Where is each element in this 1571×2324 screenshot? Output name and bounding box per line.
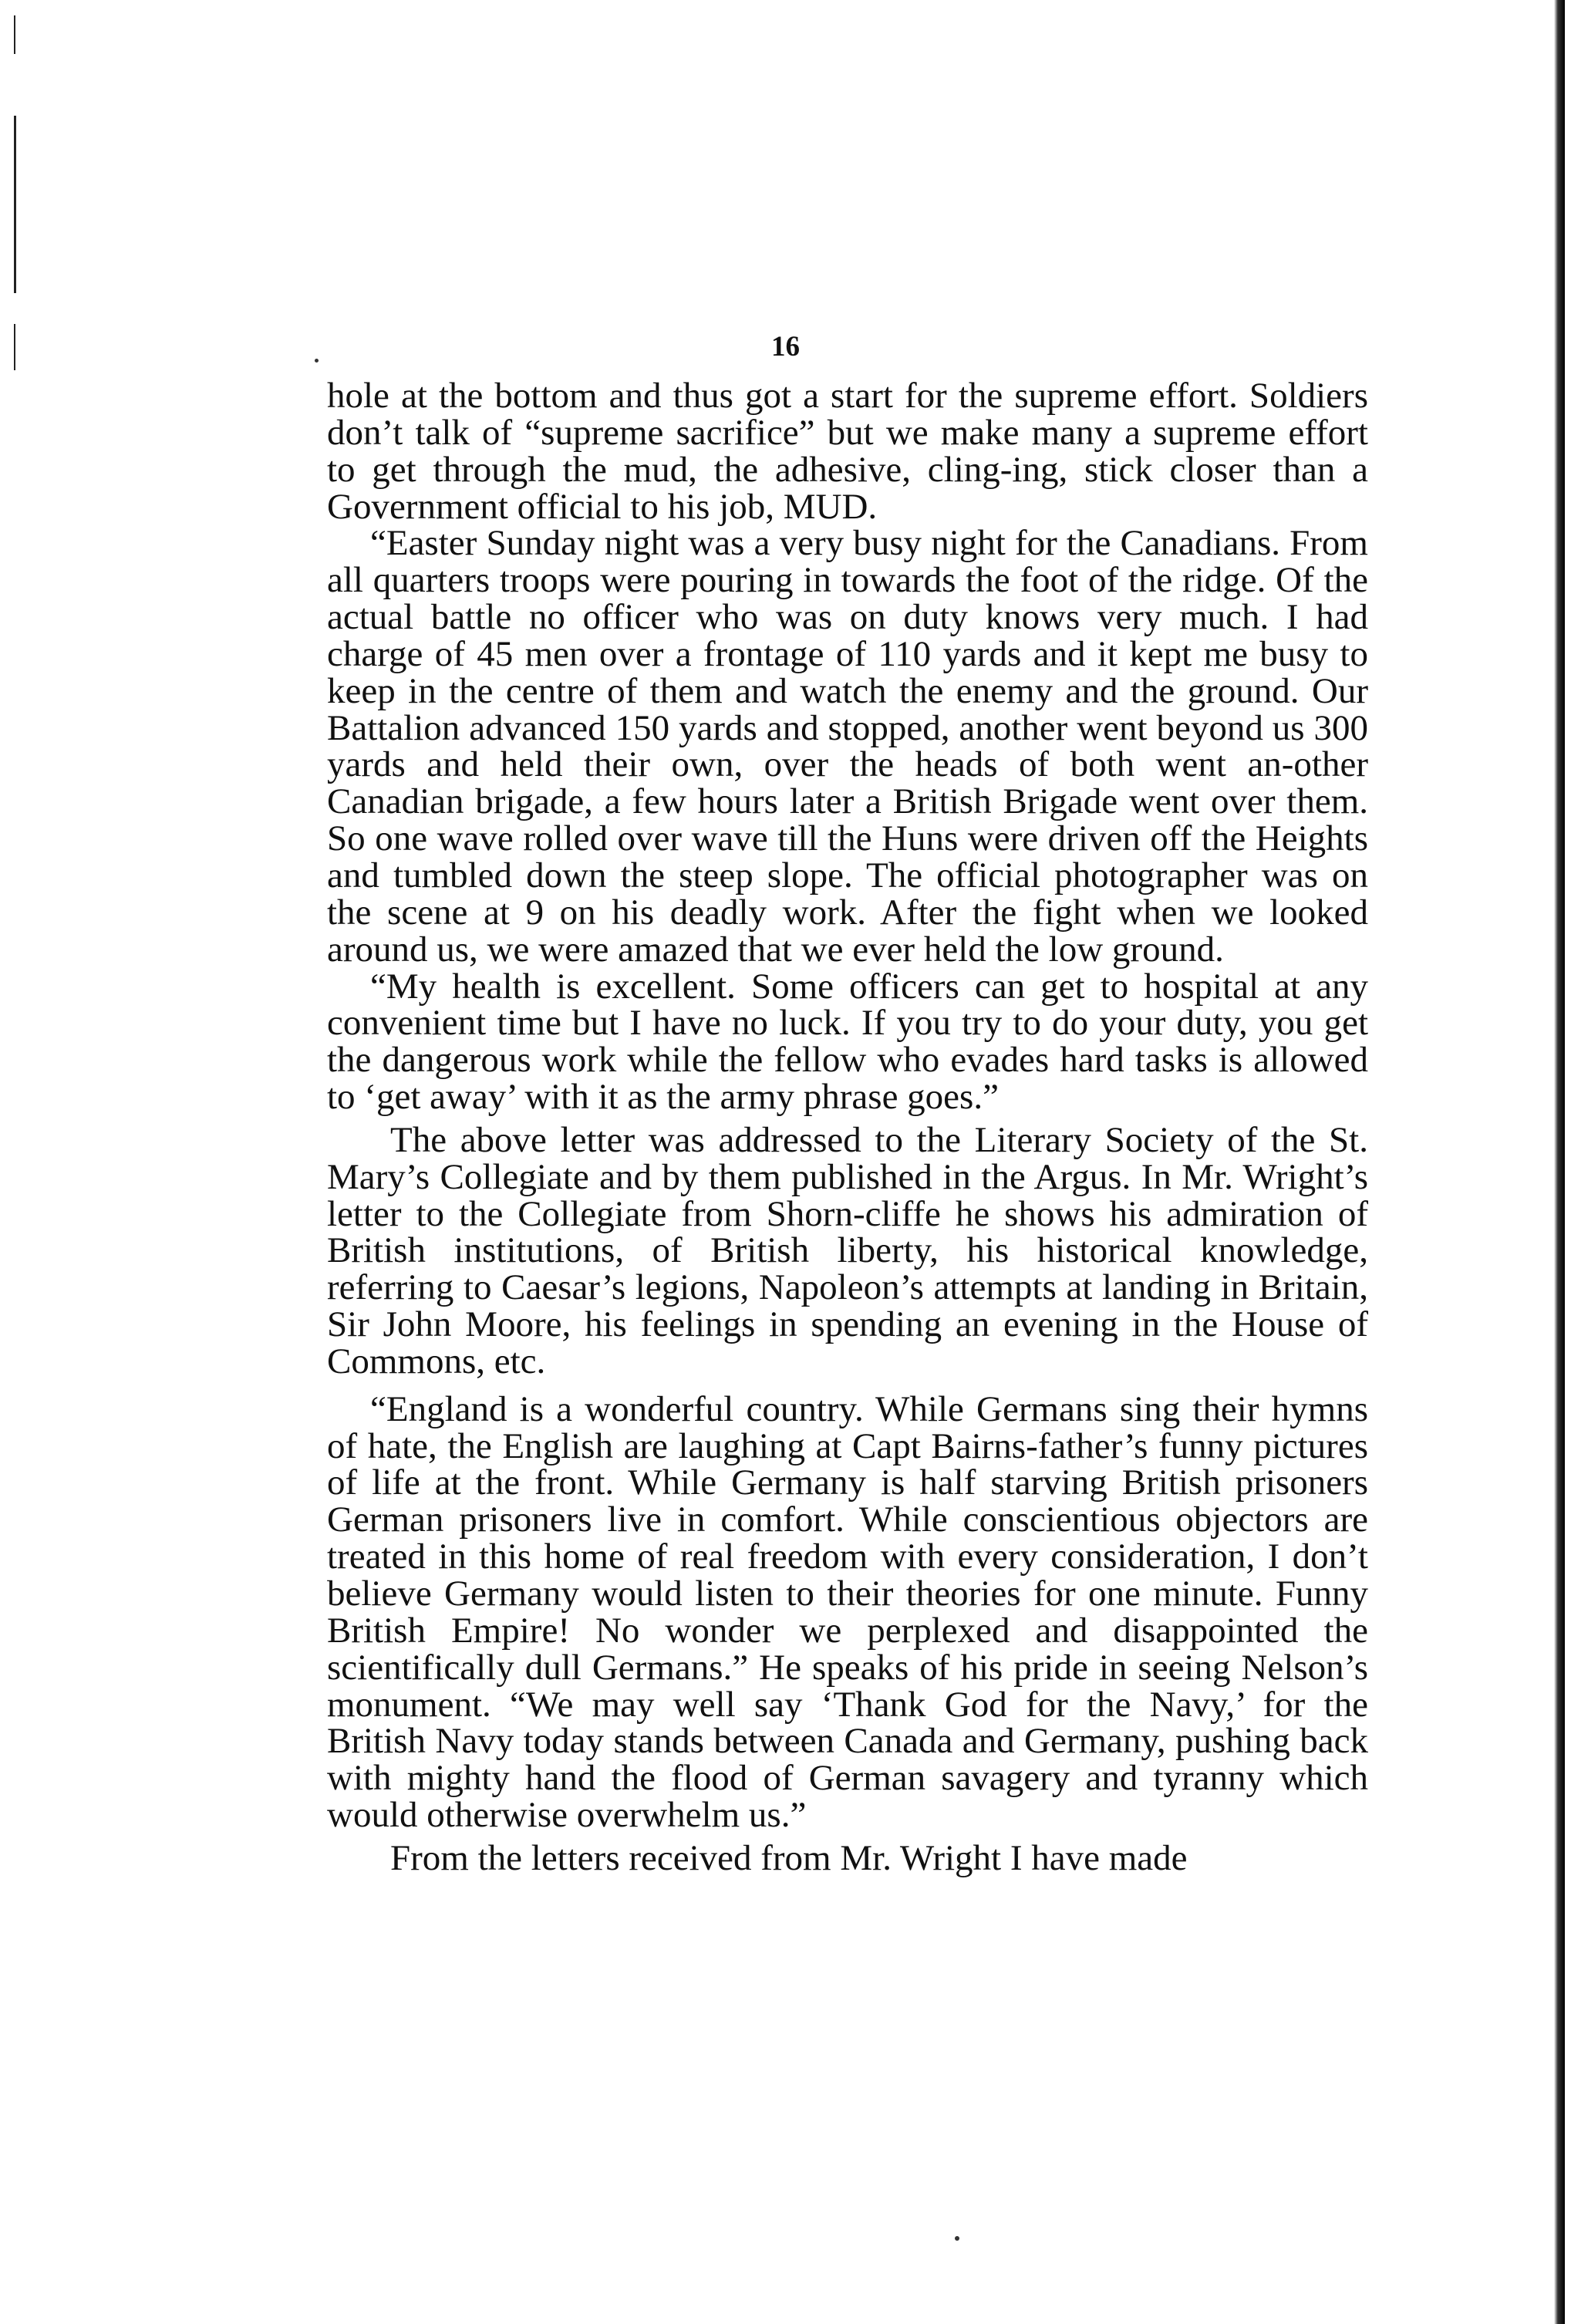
bottom-mark (955, 2236, 959, 2241)
paragraph-4: The above letter was addressed to the Literary Society of the St. Mary’s Collegiate and by them published in the Argus. In Mr. Wright’s letter to the Collegiate from Shorn-cliffe he shows his admiration of British institutions, of British liberty, his historical knowledge, referring to Caesar’s legions, Napoleon’s attempts at landing in Britain, Sir John Moore, his feelings in spending an evening in the House of Commons, etc. (327, 1119, 1368, 1381)
scan-artifact-left-top (14, 15, 15, 54)
paragraph-5: “England is a wonderful country. While Germans sing their hymns of hate, the English are laughing at Capt Bairns-father’s funny pictures of life at the front. While Germany is half starving British prisoners German prisoners live in comfort. While conscientious objectors are treated in this home of real freedom with every consideration, I don’t believe Germany would listen to their theories for one minute. Funny British Empire! No wonder we perplexed and disappointed the scientifically dull Germans.” He speaks of his pride in seeing Nelson’s monument. “We may well say ‘Thank God for the Navy,’ for the British Navy today stands between Canada and Germany, pushing back with mighty hand the flood of German savagery and tyranny which would otherwise overwhelm us.” (327, 1388, 1368, 1836)
margin-mark (315, 359, 319, 363)
paragraph-1: hole at the bottom and thus got a start for the supreme effort. Soldiers don’t talk of “supreme sacrifice” but we make many a supreme effort to get through the mud, the adhesive, cling-ing, stick closer than a Government official to his job, MUD. (327, 376, 1368, 527)
paragraph-3: “My health is excellent. Some officers can get to hospital at any convenient time but I have no luck. If you try to do your duty, you get the dangerous work while the fellow who evades hard tasks is allowed to ‘get away’ with it as the army phrase goes.” (327, 966, 1368, 1118)
scan-artifact-left (14, 116, 16, 293)
paragraph-2: “Easter Sunday night was a very busy night for the Canadians. From all quarters troops were pouring in towards the foot of the ridge. Of the actual battle no officer who was on duty knows very much. I had charge of 45 men over a frontage of 110 yards and it kept me busy to keep in the centre of them and watch the enemy and the ground. Our Battalion advanced 150 yards and stopped, another went beyond us 300 yards and held their own, over the heads of both went an-other Canadian brigade, a few hours later a British Brigade went over them. So one wave rolled over wave till the Huns were driven off the Heights and tumbled down the steep slope. The official photographer was on the scene at 9 on his deadly work. After the fight when we looked around us, we were amazed that we ever held the low ground. (327, 523, 1368, 970)
paragraph-6: From the letters received from Mr. Wright I have made (390, 1837, 1188, 1878)
body-text (327, 378, 1368, 1877)
page-number: 16 (771, 331, 800, 363)
